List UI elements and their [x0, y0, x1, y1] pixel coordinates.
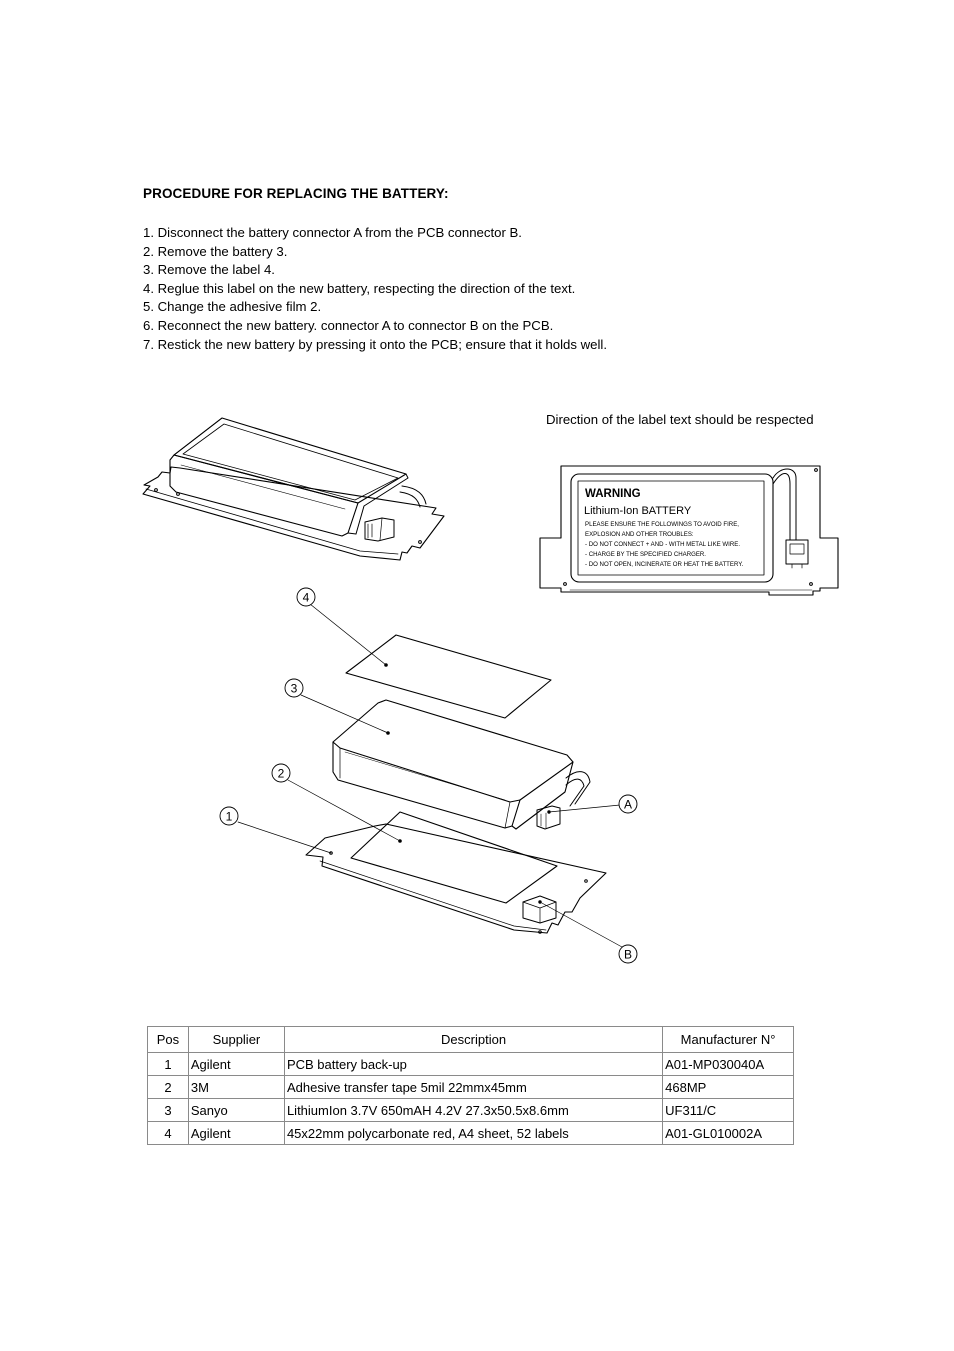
table-row: [148, 1122, 794, 1145]
callout-label: 4: [302, 590, 310, 605]
battery-part-3: [333, 700, 590, 829]
adhesive-part-2: [351, 812, 557, 903]
exploded-view-drawing: [306, 635, 606, 933]
warning-line: - DO NOT CONNECT + AND - WITH METAL LIKE WIRE.: [585, 541, 741, 548]
cell-manufacturer-number: UF311/C: [663, 1099, 794, 1122]
step-item: 2. Remove the battery 3.: [143, 243, 288, 259]
cell-pos: 1: [148, 1053, 189, 1076]
page-title: PROCEDURE FOR REPLACING THE BATTERY:: [143, 186, 449, 201]
step-item: 7. Restick the new battery by pressing it onto the PCB; ensure that it holds well.: [143, 336, 607, 352]
cell-supplier: Sanyo: [188, 1099, 284, 1122]
label-direction-note: Direction of the label text should be respected: [546, 412, 814, 427]
step-item: 6. Reconnect the new battery. connector A to connector B on the PCB.: [143, 317, 554, 333]
step-item: 3. Remove the label 4.: [143, 262, 275, 278]
pcb-part-1: [306, 824, 606, 933]
step-item: 4. Reglue this label on the new battery, respecting the direction of the text.: [143, 280, 576, 296]
cell-supplier: Agilent: [188, 1053, 284, 1076]
warning-line: PLEASE ENSURE THE FOLLOWINGS TO AVOID FIRE,: [585, 521, 739, 528]
cell-description: PCB battery back-up: [284, 1053, 662, 1076]
column-header: Supplier: [188, 1027, 284, 1053]
table-row: [148, 1053, 794, 1076]
warning-title: WARNING: [585, 488, 641, 500]
callout-2: [272, 764, 290, 782]
step-item: 1. Disconnect the battery connector A from the PCB connector B.: [143, 225, 522, 240]
step-item: 5. Change the adhesive film 2.: [143, 299, 322, 315]
column-header: Manufacturer N°: [663, 1027, 794, 1053]
table-row: [148, 1099, 794, 1122]
warning-subtitle: Lithium-Ion BATTERY: [584, 505, 692, 517]
callout-label: A: [623, 797, 633, 812]
cell-description: LithiumIon 3.7V 650mAH 4.2V 27.3x50.5x8.6mm: [284, 1099, 662, 1122]
table-header-row: [148, 1027, 794, 1053]
callout-label: B: [623, 947, 633, 962]
callout-1: [220, 807, 238, 825]
table-row: [148, 1076, 794, 1099]
warning-line: - DO NOT OPEN, INCINERATE OR HEAT THE BATTERY.: [585, 561, 744, 568]
cell-supplier: Agilent: [188, 1122, 284, 1145]
cell-description: 45x22mm polycarbonate red, A4 sheet, 52 labels: [284, 1122, 662, 1145]
cell-description: Adhesive transfer tape 5mil 22mmx45mm: [284, 1076, 662, 1099]
cell-manufacturer-number: A01-MP030040A: [663, 1053, 794, 1076]
cell-pos: 2: [148, 1076, 189, 1099]
cell-manufacturer-number: 468MP: [663, 1076, 794, 1099]
label-part-4: [346, 635, 551, 718]
column-header: Description: [284, 1027, 662, 1053]
callout-leaders: [238, 604, 622, 947]
warning-line: EXPLOSION AND OTHER TROUBLES:: [585, 531, 694, 538]
callout-label: 2: [277, 766, 285, 781]
callout-b: [619, 945, 637, 963]
cell-supplier: 3M: [188, 1076, 284, 1099]
warning-line: - CHARGE BY THE SPECIFIED CHARGER.: [585, 551, 706, 558]
callout-label: 3: [290, 681, 298, 696]
callout-4: [297, 588, 315, 606]
cell-manufacturer-number: A01-GL010002A: [663, 1122, 794, 1145]
callout-label: 1: [225, 809, 233, 824]
column-header: Pos: [148, 1027, 189, 1053]
callout-a: [619, 795, 637, 813]
cell-pos: 4: [148, 1122, 189, 1145]
assembled-battery-drawing: [143, 418, 444, 560]
cell-pos: 3: [148, 1099, 189, 1122]
callout-3: [285, 679, 303, 697]
parts-table: [147, 1026, 794, 1145]
